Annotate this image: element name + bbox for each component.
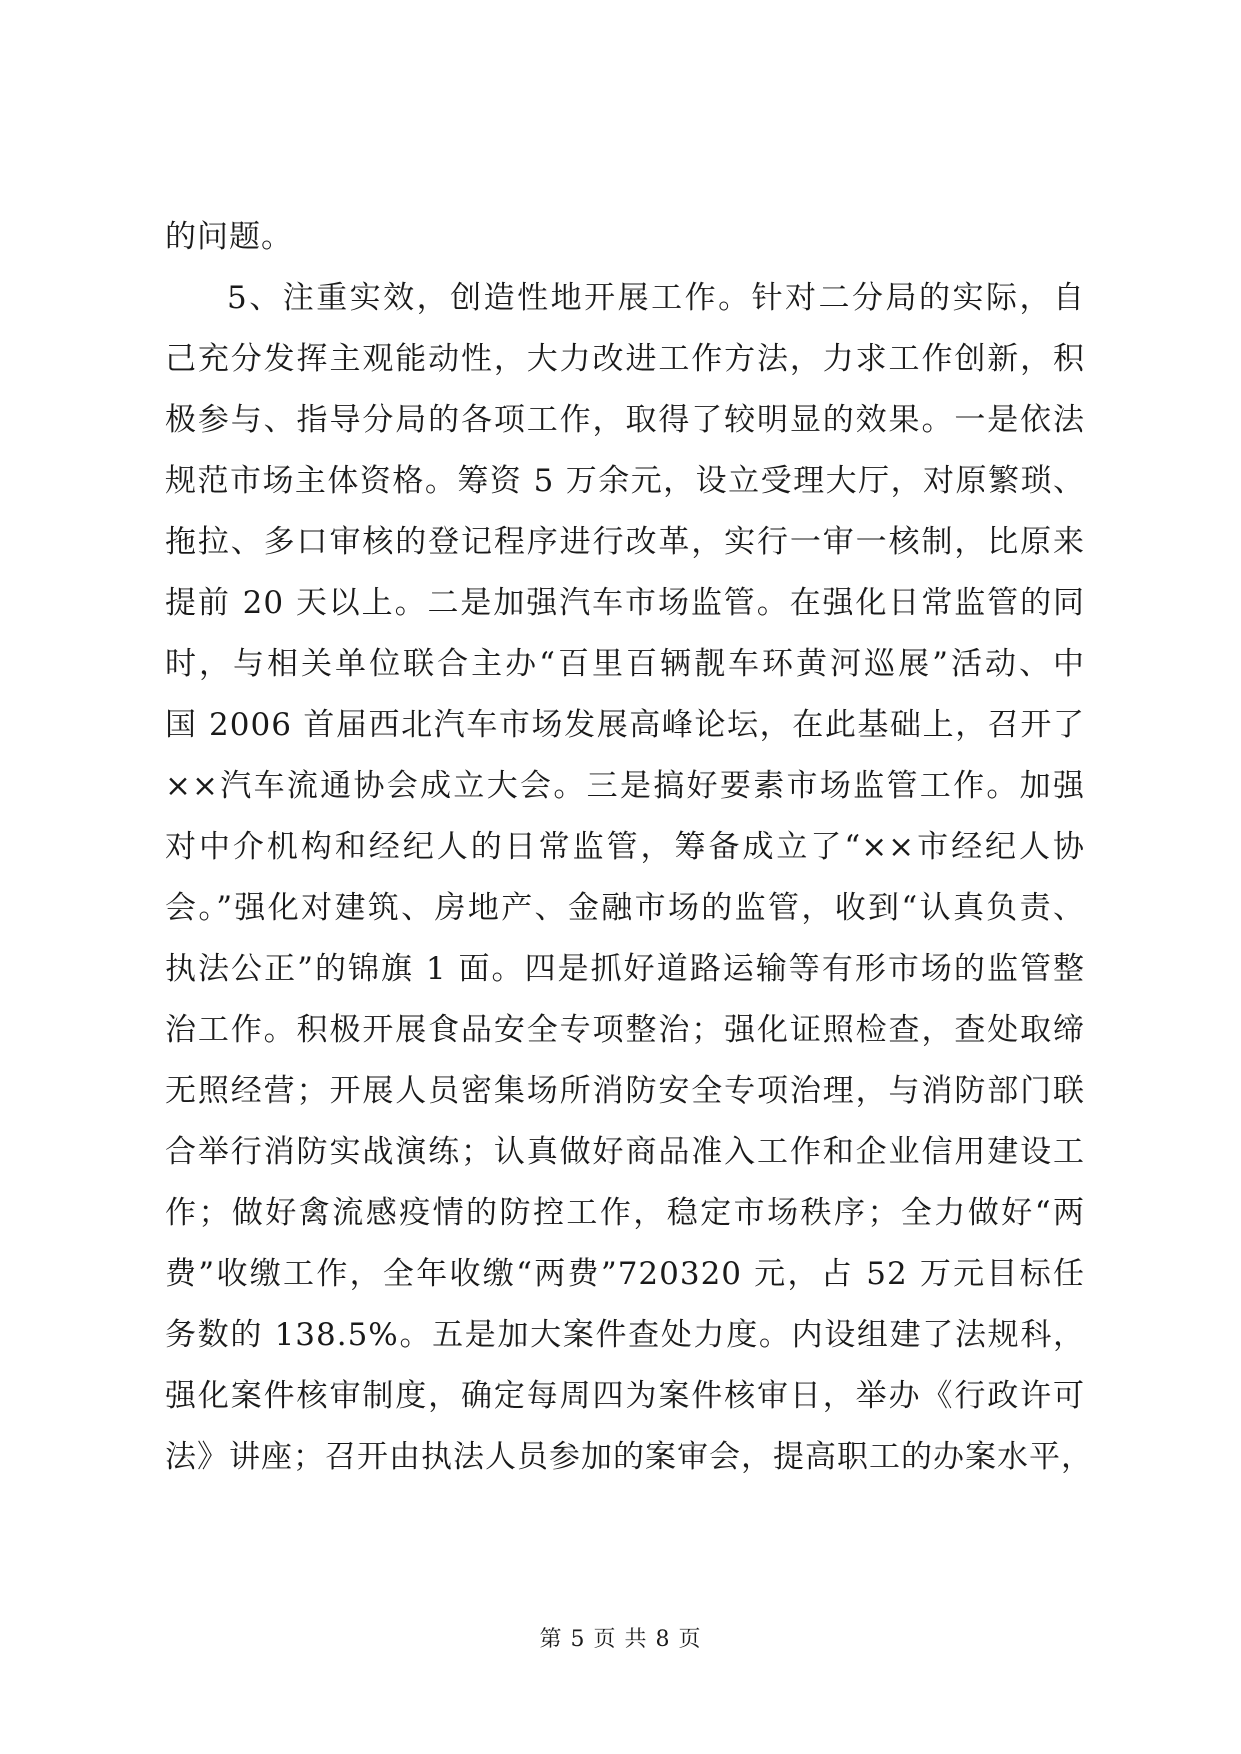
text-line: 提前 20 天以上。二是加强汽车市场监管。在强化日常监管的同 [165, 585, 1085, 621]
text-line: 对中介机构和经纪人的日常监管，筹备成立了“××市经纪人协 [165, 829, 1085, 865]
text-line: 强化案件核审制度，确定每周四为案件核审日，举办《行政许可 [165, 1378, 1085, 1414]
text-line: 执法公正”的锦旗 1 面。四是抓好道路运输等有形市场的监管整 [165, 951, 1085, 987]
text-line: ××汽车流通协会成立大会。三是搞好要素市场监管工作。加强 [165, 768, 1085, 804]
text-line: 5、注重实效，创造性地开展工作。针对二分局的实际，自 [227, 280, 1085, 316]
text-line: 国 2006 首届西北汽车市场发展高峰论坛，在此基础上，召开了 [165, 707, 1085, 743]
text-line: 无照经营；开展人员密集场所消防安全专项治理，与消防部门联 [165, 1073, 1085, 1109]
text-line: 的问题。 [165, 219, 293, 255]
text-line: 极参与、指导分局的各项工作，取得了较明显的效果。一是依法 [165, 402, 1085, 438]
text-line: 费”收缴工作，全年收缴“两费”720320 元，占 52 万元目标任 [165, 1256, 1085, 1292]
text-line: 合举行消防实战演练；认真做好商品准入工作和企业信用建设工 [165, 1134, 1085, 1170]
text-line: 时，与相关单位联合主办“百里百辆靓车环黄河巡展”活动、中 [165, 646, 1085, 682]
text-line: 法》讲座；召开由执法人员参加的案审会，提高职工的办案水平， [165, 1439, 1093, 1475]
text-line: 拖拉、多口审核的登记程序进行改革，实行一审一核制，比原来 [165, 524, 1085, 560]
body-text [165, 207, 1093, 1488]
text-line: 会。”强化对建筑、房地产、金融市场的监管，收到“认真负责、 [165, 890, 1085, 926]
page-number-footer: 第 5 页 共 8 页 [539, 1627, 702, 1652]
text-line: 务数的 138.5%。五是加大案件查处力度。内设组建了法规科， [165, 1317, 1085, 1353]
text-line: 作；做好禽流感疫情的防控工作，稳定市场秩序；全力做好“两 [165, 1195, 1085, 1231]
text-line: 规范市场主体资格。筹资 5 万余元，设立受理大厅，对原繁琐、 [165, 463, 1085, 499]
text-line: 己充分发挥主观能动性，大力改进工作方法，力求工作创新，积 [165, 341, 1085, 377]
text-line: 治工作。积极开展食品安全专项整治；强化证照检查，查处取缔 [165, 1012, 1085, 1048]
